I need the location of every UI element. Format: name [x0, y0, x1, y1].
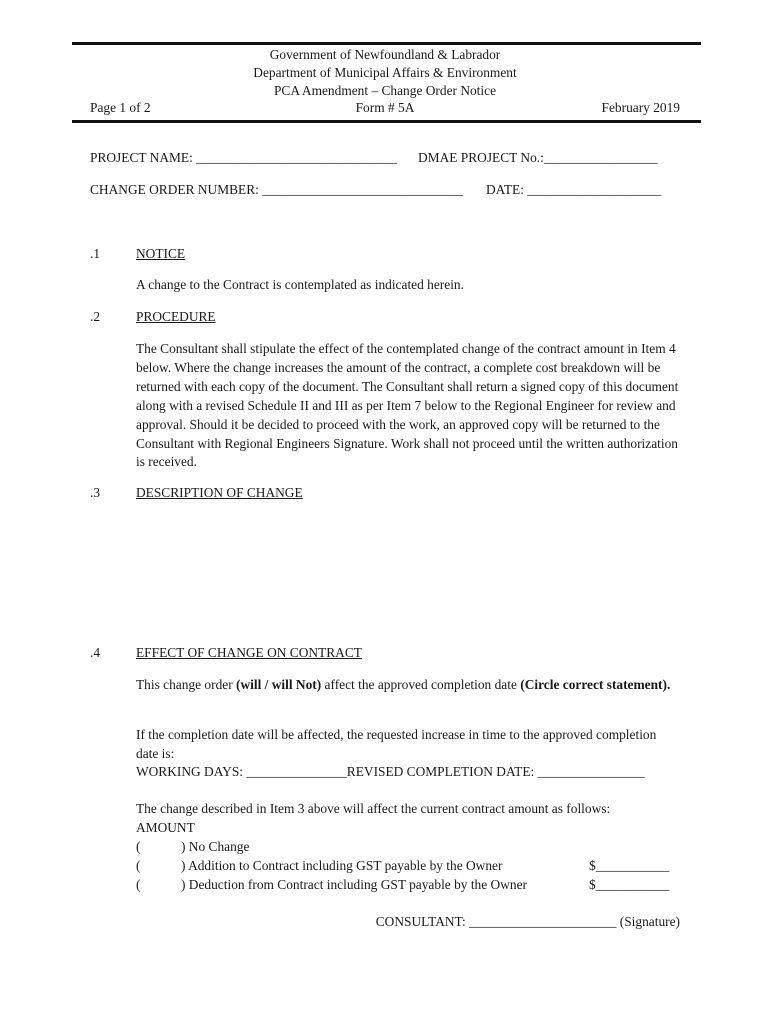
completion-statement-a: This change order — [136, 677, 237, 692]
amount-label: AMOUNT — [136, 820, 195, 835]
option-addition-amount: $___________ — [589, 858, 670, 873]
page-number: Page 1 of 2 — [90, 100, 151, 115]
form-number: Form # 5A — [355, 100, 415, 115]
option-deduction-paren: ( — [136, 877, 141, 892]
section-3-title: DESCRIPTION OF CHANGE — [136, 485, 303, 500]
completion-statement — [136, 676, 681, 695]
will-will-not: (will / will Not) — [236, 677, 322, 692]
section-2-title: PROCEDURE — [136, 309, 216, 324]
option-no-change-label: ) No Change — [181, 839, 250, 854]
circle-correct-statement: (Circle correct statement). — [520, 677, 671, 692]
option-addition-label: ) Addition to Contract including GST payable by the Owner — [181, 858, 503, 873]
working-days-field: WORKING DAYS: _______________REVISED COMPLETION DATE: ________________ — [136, 764, 645, 779]
section-3-number: .3 — [90, 485, 101, 500]
header-line-3: PCA Amendment – Change Order Notice — [273, 83, 497, 98]
header-line-1: Government of Newfoundland & Labrador — [269, 47, 501, 62]
section-2-text: The Consultant shall stipulate the effect of the contemplated change of the contract amount in Item 4 below. Where the change increases the amount of the contract, a complete cost breakdown will be returned with each copy of the document. The Consultant shall return a signed copy of this document along with a revised Schedule II and III as per Item 7 below to the Regional Engineer for review and approval. Should it be decided to proceed with the work, an approved copy will be returned to the Consultant with Regional Engineers Signature. Work shall not proceed until the written authorization is received. — [136, 341, 679, 470]
date-field: DATE: ____________________ — [486, 182, 662, 197]
contract-amount-text: The change described in Item 3 above will affect the current contract amount as follows: — [136, 801, 611, 816]
section-1-text: A change to the Contract is contemplated as indicated herein. — [136, 277, 464, 292]
project-name-field: PROJECT NAME: ______________________________ — [90, 150, 398, 165]
header-top-rule — [72, 42, 701, 45]
option-deduction-amount: $___________ — [589, 877, 670, 892]
option-deduction-label: ) Deduction from Contract including GST payable by the Owner — [181, 877, 527, 892]
section-1-number: .1 — [90, 246, 101, 261]
completion-date-text: If the completion date will be affected, the requested increase in time to the approved completion date is: — [136, 727, 657, 761]
section-1-title: NOTICE — [136, 246, 186, 261]
completion-statement-c: affect the approved completion date — [321, 677, 521, 692]
consultant-signature: CONSULTANT: ______________________ (Signature) — [375, 914, 680, 929]
section-4-number: .4 — [90, 645, 101, 660]
section-2-number: .2 — [90, 309, 101, 324]
header-line-2: Department of Municipal Affairs & Environment — [253, 65, 517, 80]
dmae-project-field: DMAE PROJECT No.:_________________ — [418, 150, 658, 165]
change-order-number-field: CHANGE ORDER NUMBER: ______________________________ — [90, 182, 464, 197]
option-addition-paren: ( — [136, 858, 141, 873]
option-no-change-paren: ( — [136, 839, 141, 854]
header-date: February 2019 — [601, 100, 680, 115]
section-4-title: EFFECT OF CHANGE ON CONTRACT — [136, 645, 362, 660]
header-bottom-rule — [72, 120, 701, 123]
